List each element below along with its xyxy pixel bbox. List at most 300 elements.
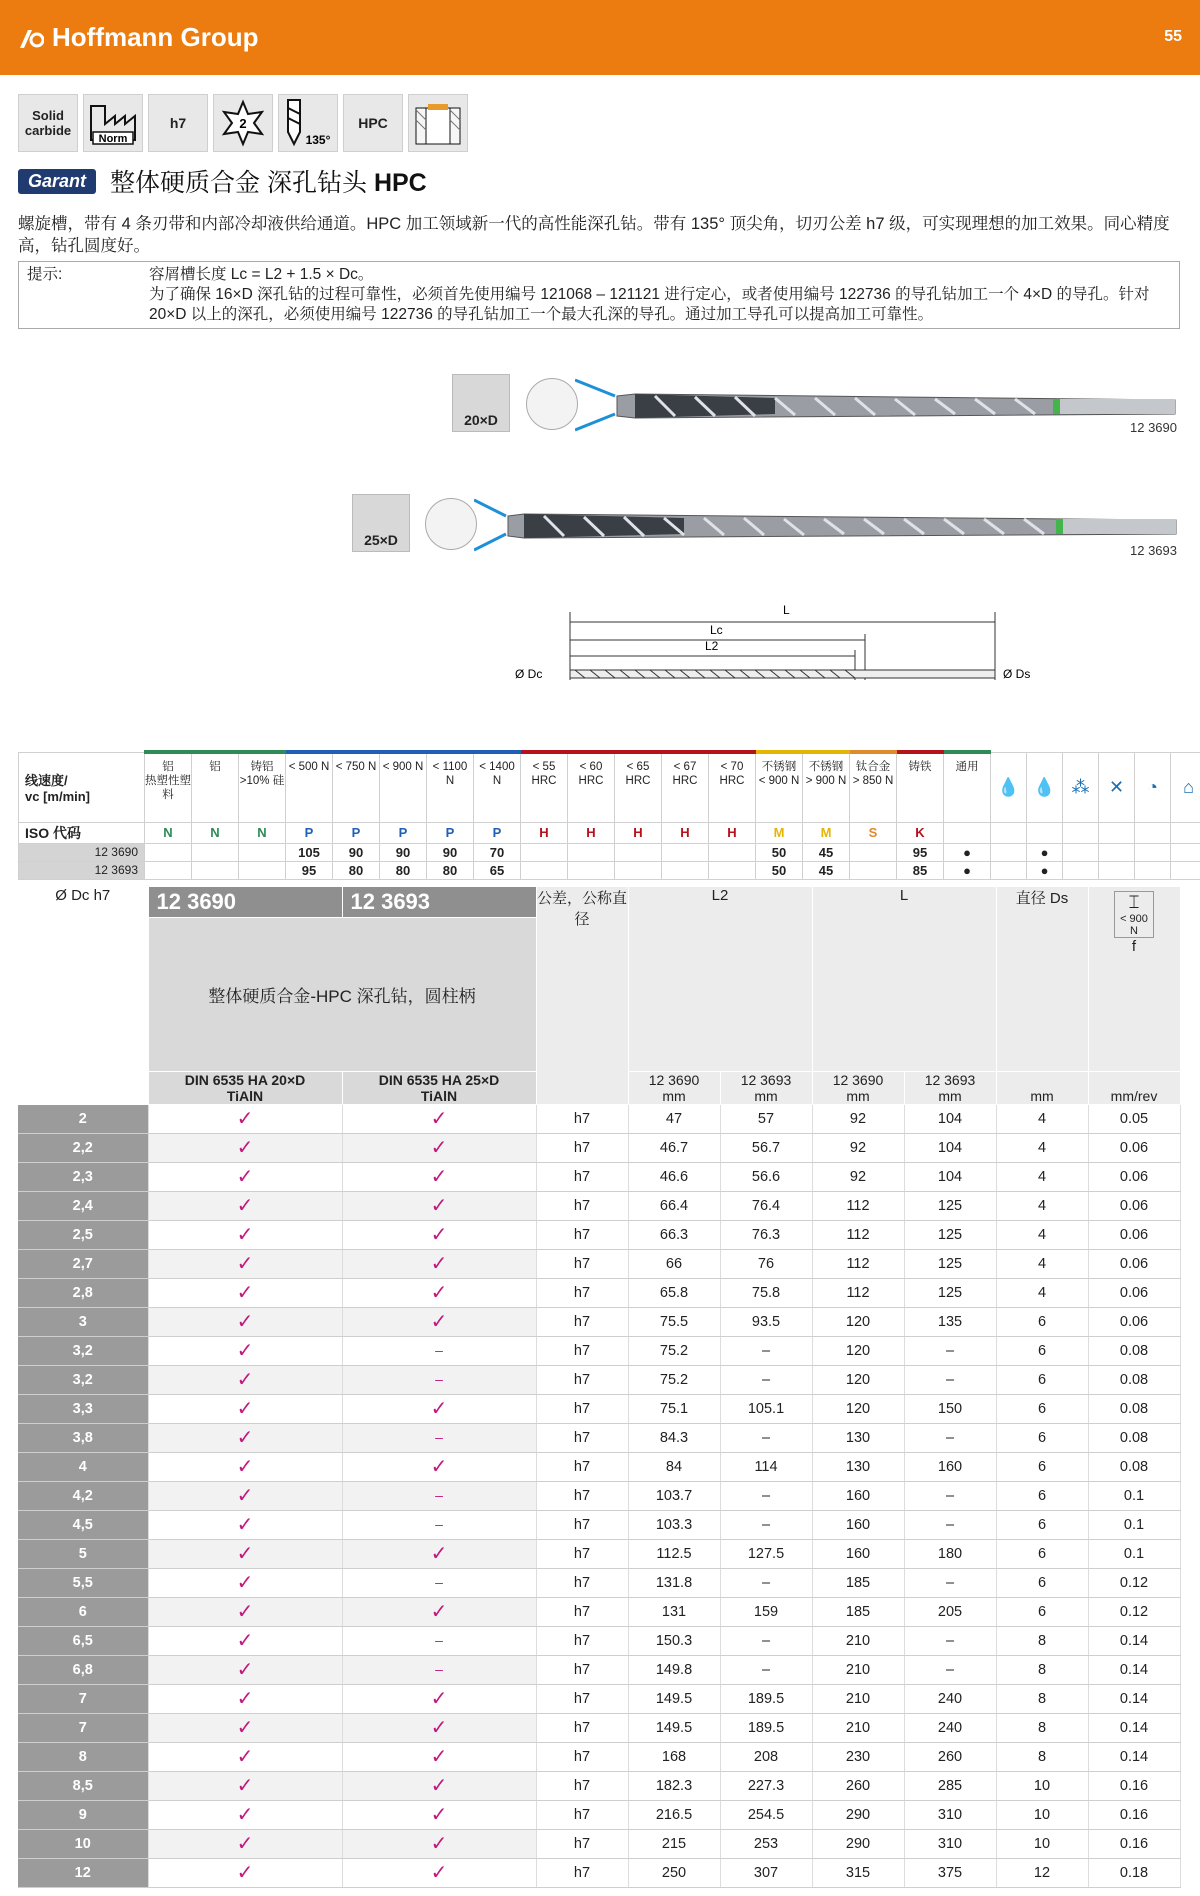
l2-123690: 103.7 <box>628 1481 720 1510</box>
l-123690: 210 <box>812 1655 904 1684</box>
speed-value: 80 <box>333 861 380 879</box>
l2-123690: 131.8 <box>628 1568 720 1597</box>
diameter-cell: 5 <box>18 1539 148 1568</box>
l-123693: – <box>904 1655 996 1684</box>
available-check-icon[interactable]: ✓ <box>148 1539 342 1568</box>
l-123693: 104 <box>904 1162 996 1191</box>
diameter-cell: 9 <box>18 1800 148 1829</box>
l-123690: 315 <box>812 1858 904 1887</box>
l2-123690: 65.8 <box>628 1278 720 1307</box>
diameter-cell: 3,2 <box>18 1336 148 1365</box>
speed-value: 50 <box>756 861 803 879</box>
available-check-icon[interactable]: ✓ <box>342 1800 536 1829</box>
speed-row-123693 <box>19 861 1200 879</box>
l-123693: – <box>904 1568 996 1597</box>
tolerance-cell: h7 <box>536 1713 628 1742</box>
speed-value: 70 <box>474 843 521 861</box>
available-check-icon[interactable]: ✓ <box>148 1771 342 1800</box>
l-123690: 210 <box>812 1684 904 1713</box>
available-check-icon[interactable]: ✓ <box>342 1452 536 1481</box>
material-col-8: < 55 HRC <box>521 752 568 822</box>
coolant-value <box>1135 843 1171 861</box>
tolerance-cell: h7 <box>536 1568 628 1597</box>
table-row[interactable] <box>18 1597 1180 1626</box>
dim-L2: L2 <box>705 639 719 653</box>
ds-cell: 4 <box>996 1191 1088 1220</box>
table-row[interactable] <box>18 1394 1180 1423</box>
diameter-cell: 3,2 <box>18 1365 148 1394</box>
feed-cell: 0.08 <box>1088 1365 1180 1394</box>
diameter-cell: 3 <box>18 1307 148 1336</box>
ds-cell: 10 <box>996 1771 1088 1800</box>
table-row[interactable] <box>18 1742 1180 1771</box>
deep-hole-icon <box>408 94 468 152</box>
table-row[interactable] <box>18 1423 1180 1452</box>
feed-cell: 0.14 <box>1088 1684 1180 1713</box>
tolerance-cell: h7 <box>536 1278 628 1307</box>
l2-123693: – <box>720 1481 812 1510</box>
available-check-icon[interactable]: ✓ <box>148 1365 342 1394</box>
l-123693: – <box>904 1626 996 1655</box>
available-check-icon[interactable]: ✓ <box>342 1104 536 1133</box>
tolerance-cell: h7 <box>536 1655 628 1684</box>
available-check-icon[interactable]: ✓ <box>342 1858 536 1887</box>
speed-value <box>615 861 662 879</box>
iso-blank <box>1099 822 1135 843</box>
product-code-123693[interactable]: 12 3693 <box>342 887 536 917</box>
ds-cell: 10 <box>996 1829 1088 1858</box>
l-123690: 290 <box>812 1800 904 1829</box>
l2-123690: 66.3 <box>628 1220 720 1249</box>
material-col-6: < 1100 N <box>427 752 474 822</box>
diameter-cell: 2 <box>18 1104 148 1133</box>
ds-cell: 6 <box>996 1510 1088 1539</box>
l2-123693: – <box>720 1336 812 1365</box>
available-check-icon[interactable]: ✓ <box>148 1278 342 1307</box>
available-check-icon[interactable]: ✓ <box>342 1394 536 1423</box>
diameter-cell: 8 <box>18 1742 148 1771</box>
l-123693: 285 <box>904 1771 996 1800</box>
table-row[interactable] <box>18 1162 1180 1191</box>
available-check-icon[interactable]: ✓ <box>342 1249 536 1278</box>
l-123693: 240 <box>904 1713 996 1742</box>
available-check-icon[interactable]: ✓ <box>342 1771 536 1800</box>
iso-code-2: N <box>239 822 286 843</box>
ds-cell: 4 <box>996 1133 1088 1162</box>
subcode-0: 12 3690 mm <box>628 1071 720 1104</box>
dim-Lc: Lc <box>710 623 723 637</box>
l-123690: 120 <box>812 1336 904 1365</box>
table-row[interactable] <box>18 1307 1180 1336</box>
l-123693: – <box>904 1510 996 1539</box>
diameter-cell: 6,5 <box>18 1626 148 1655</box>
iso-code-12: H <box>709 822 756 843</box>
dim-L: L <box>783 603 790 617</box>
ds-cell: 8 <box>996 1655 1088 1684</box>
ds-cell: 6 <box>996 1568 1088 1597</box>
diameter-cell: 10 <box>18 1829 148 1858</box>
material-col-13: 不锈钢 < 900 N <box>756 752 803 822</box>
description: 螺旋槽，带有 4 条刃带和内部冷却液供给通道。HPC 加工领域新一代的高性能深孔钻。带有 135° 顶尖角，切刃公差 h7 级，可实现理想的加工效果。同心精度高，钻孔圆度好。 <box>18 215 1170 255</box>
table-row[interactable] <box>18 1713 1180 1742</box>
diameter-cell: 4,2 <box>18 1481 148 1510</box>
material-col-14: 不锈钢 > 900 N <box>803 752 850 822</box>
available-check-icon[interactable]: ✓ <box>148 1858 342 1887</box>
iso-code-15: S <box>850 822 897 843</box>
tolerance-cell: h7 <box>536 1249 628 1278</box>
speed-value: 80 <box>427 861 474 879</box>
no-coolant-icon: ✕ <box>1099 752 1135 822</box>
table-row[interactable] <box>18 1481 1180 1510</box>
l2-123693: 56.6 <box>720 1162 812 1191</box>
diameter-cell: 2,5 <box>18 1220 148 1249</box>
speed-label-unit: vc [m/min] <box>25 789 91 804</box>
available-check-icon[interactable]: ✓ <box>148 1742 342 1771</box>
available-check-icon[interactable]: ✓ <box>148 1713 342 1742</box>
available-check-icon[interactable]: ✓ <box>342 1278 536 1307</box>
l-123690: 160 <box>812 1539 904 1568</box>
speed-value: 45 <box>803 861 850 879</box>
speed-value <box>850 843 897 861</box>
dim-Dc: Ø Dc <box>515 667 543 681</box>
table-row[interactable] <box>18 1800 1180 1829</box>
norm-icon <box>83 94 143 152</box>
tolerance-cell: h7 <box>536 1104 628 1133</box>
available-check-icon[interactable]: ✓ <box>342 1133 536 1162</box>
l-123693: 260 <box>904 1742 996 1771</box>
l-123693: – <box>904 1481 996 1510</box>
iso-blank <box>1027 822 1063 843</box>
cutting-speed-table <box>18 750 1200 880</box>
available-check-icon[interactable]: ✓ <box>342 1597 536 1626</box>
dc-header-label: Ø Dc h7 <box>55 887 111 904</box>
available-check-icon[interactable]: ✓ <box>148 1394 342 1423</box>
feed-cell: 0.1 <box>1088 1510 1180 1539</box>
available-check-icon[interactable]: ✓ <box>342 1539 536 1568</box>
table-row[interactable] <box>18 1858 1180 1887</box>
table-row[interactable] <box>18 1220 1180 1249</box>
l2-123693: 189.5 <box>720 1684 812 1713</box>
table-row[interactable] <box>18 1684 1180 1713</box>
ds-cell: 4 <box>996 1162 1088 1191</box>
feed-cell: 0.16 <box>1088 1800 1180 1829</box>
available-check-icon[interactable]: ✓ <box>148 1568 342 1597</box>
coolant-value: ● <box>1027 861 1063 879</box>
dimension-diagram <box>515 600 1035 700</box>
point-angle-label: 135° <box>305 133 331 147</box>
l-123690: 185 <box>812 1568 904 1597</box>
ds-cell: 6 <box>996 1539 1088 1568</box>
l-123690: 210 <box>812 1626 904 1655</box>
l2-123693: 253 <box>720 1829 812 1858</box>
ds-cell: 8 <box>996 1684 1088 1713</box>
hint-label: 提示: <box>27 266 63 283</box>
feed-cell: 0.08 <box>1088 1336 1180 1365</box>
speed-value <box>145 843 192 861</box>
available-check-icon[interactable]: ✓ <box>148 1655 342 1684</box>
l-123690: 290 <box>812 1829 904 1858</box>
product-type-123693 <box>342 1071 536 1104</box>
diameter-cell: 8,5 <box>18 1771 148 1800</box>
available-check-icon[interactable]: ✓ <box>148 1510 342 1539</box>
tolerance-cell: h7 <box>536 1597 628 1626</box>
available-check-icon[interactable]: ✓ <box>148 1626 342 1655</box>
material-col-16: 铸铁 <box>897 752 944 822</box>
diameter-cell: 7 <box>18 1713 148 1742</box>
ds-cell: 6 <box>996 1597 1088 1626</box>
unavailable-dash: – <box>342 1568 536 1597</box>
header-bar <box>0 0 1200 75</box>
hint-box <box>18 261 1180 329</box>
brand-name: Hoffmann Group <box>52 22 259 52</box>
material-col-12: < 70 HRC <box>709 752 756 822</box>
l2-123690: 149.5 <box>628 1713 720 1742</box>
feed-cell: 0.12 <box>1088 1568 1180 1597</box>
l-123690: 92 <box>812 1162 904 1191</box>
ds-unit: mm <box>996 1071 1088 1104</box>
speed-label <box>19 752 145 822</box>
l2-123693: 76 <box>720 1249 812 1278</box>
l-123693: – <box>904 1423 996 1452</box>
speed-row-123690 <box>19 843 1200 861</box>
speed-value: 65 <box>474 861 521 879</box>
steel-beam-icon: ⌶ <box>1128 892 1140 912</box>
feed-cell: 0.06 <box>1088 1307 1180 1336</box>
coolant-value <box>1171 861 1200 879</box>
tolerance-cell: h7 <box>536 1162 628 1191</box>
dim-Ds: Ø Ds <box>1003 667 1031 681</box>
hint-body <box>149 265 1171 325</box>
tolerance-cell: h7 <box>536 1684 628 1713</box>
speed-value: 90 <box>380 843 427 861</box>
tolerance-cell: h7 <box>536 1220 628 1249</box>
ds-cell: 6 <box>996 1452 1088 1481</box>
available-check-icon[interactable]: ✓ <box>148 1249 342 1278</box>
speed-value <box>145 861 192 879</box>
available-check-icon[interactable]: ✓ <box>148 1481 342 1510</box>
speed-value: 45 <box>803 843 850 861</box>
tolerance-cell: h7 <box>536 1539 628 1568</box>
material-col-2: 铸铝 >10% 硅 <box>239 752 286 822</box>
table-row[interactable] <box>18 1568 1180 1597</box>
l2-123693: – <box>720 1655 812 1684</box>
l-123690: 120 <box>812 1307 904 1336</box>
available-check-icon[interactable]: ✓ <box>342 1684 536 1713</box>
material-col-10: < 65 HRC <box>615 752 662 822</box>
material-col-5: < 900 N <box>380 752 427 822</box>
available-check-icon[interactable]: ✓ <box>148 1829 342 1858</box>
iso-blank <box>1063 822 1099 843</box>
tolerance-cell: h7 <box>536 1858 628 1887</box>
l-123690: 120 <box>812 1365 904 1394</box>
ds-cell: 4 <box>996 1220 1088 1249</box>
available-check-icon[interactable]: ✓ <box>148 1423 342 1452</box>
subcode-2: 12 3690 mm <box>812 1071 904 1104</box>
table-row[interactable] <box>18 1829 1180 1858</box>
iso-code-10: H <box>615 822 662 843</box>
iso-code-16: K <box>897 822 944 843</box>
diameter-cell: 7 <box>18 1684 148 1713</box>
ds-cell: 12 <box>996 1858 1088 1887</box>
feed-cell: 0.1 <box>1088 1481 1180 1510</box>
l2-123693: 127.5 <box>720 1539 812 1568</box>
available-check-icon[interactable]: ✓ <box>342 1220 536 1249</box>
available-check-icon[interactable]: ✓ <box>342 1742 536 1771</box>
feed-cell: 0.06 <box>1088 1220 1180 1249</box>
speed-value: 85 <box>897 861 944 879</box>
l-123690: 120 <box>812 1394 904 1423</box>
l-123690: 92 <box>812 1104 904 1133</box>
iso-code-1: N <box>192 822 239 843</box>
diameter-cell: 2,3 <box>18 1162 148 1191</box>
l-123690: 260 <box>812 1771 904 1800</box>
feed-cell: 0.14 <box>1088 1742 1180 1771</box>
available-check-icon[interactable]: ✓ <box>148 1220 342 1249</box>
l2-123690: 84.3 <box>628 1423 720 1452</box>
material-col-11: < 67 HRC <box>662 752 709 822</box>
l-123693: 180 <box>904 1539 996 1568</box>
speed-value <box>521 843 568 861</box>
ds-cell: 10 <box>996 1800 1088 1829</box>
available-check-icon[interactable]: ✓ <box>342 1191 536 1220</box>
l2-123690: 215 <box>628 1829 720 1858</box>
brand-logo[interactable] <box>18 22 259 53</box>
ds-header: 直径 Ds <box>996 887 1088 1071</box>
speed-value: 90 <box>333 843 380 861</box>
available-check-icon[interactable]: ✓ <box>148 1104 342 1133</box>
material-col-9: < 60 HRC <box>568 752 615 822</box>
speed-value: 95 <box>286 861 333 879</box>
speed-value: 80 <box>380 861 427 879</box>
available-check-icon[interactable]: ✓ <box>148 1597 342 1626</box>
iso-code-11: H <box>662 822 709 843</box>
l-123693: 135 <box>904 1307 996 1336</box>
unavailable-dash: – <box>342 1481 536 1510</box>
l-123690: 185 <box>812 1597 904 1626</box>
tolerance-icon: h7 <box>148 94 208 152</box>
l2-123690: 103.3 <box>628 1510 720 1539</box>
ratio-20xd-label: 20×D <box>464 412 498 428</box>
ratio-25xd-label: 25×D <box>364 532 398 548</box>
table-row[interactable] <box>18 1365 1180 1394</box>
diameter-cell: 2,2 <box>18 1133 148 1162</box>
table-row[interactable] <box>18 1249 1180 1278</box>
diameter-cell: 6 <box>18 1597 148 1626</box>
table-row[interactable] <box>18 1336 1180 1365</box>
available-check-icon[interactable]: ✓ <box>148 1307 342 1336</box>
material-col-4: < 750 N <box>333 752 380 822</box>
ratio-25xd-badge <box>352 494 410 552</box>
table-row[interactable] <box>18 1278 1180 1307</box>
available-check-icon[interactable]: ✓ <box>148 1162 342 1191</box>
speed-value: 95 <box>897 843 944 861</box>
l2-123690: 216.5 <box>628 1800 720 1829</box>
available-check-icon[interactable]: ✓ <box>148 1800 342 1829</box>
speed-value <box>615 843 662 861</box>
iso-code-14: M <box>803 822 850 843</box>
available-check-icon[interactable]: ✓ <box>148 1684 342 1713</box>
tolerance-cell: h7 <box>536 1800 628 1829</box>
l-123693: – <box>904 1365 996 1394</box>
material-col-0: 铝 热塑性塑料 <box>145 752 192 822</box>
table-row[interactable] <box>18 1655 1180 1684</box>
coolant-value <box>1135 861 1171 879</box>
l2-123690: 131 <box>628 1597 720 1626</box>
tolerance-cell: h7 <box>536 1336 628 1365</box>
table-row[interactable] <box>18 1510 1180 1539</box>
ds-cell: 6 <box>996 1481 1088 1510</box>
l-123693: 150 <box>904 1394 996 1423</box>
type-label: DIN 6535 HA 20×D <box>184 1071 306 1088</box>
table-row[interactable] <box>18 1133 1180 1162</box>
product-header-row <box>18 887 1180 917</box>
speed-value <box>192 861 239 879</box>
iso-code-7: P <box>474 822 521 843</box>
feed-cell: 0.16 <box>1088 1829 1180 1858</box>
table-row[interactable] <box>18 1626 1180 1655</box>
tolerance-cell: h7 <box>536 1626 628 1655</box>
table-row[interactable] <box>18 1191 1180 1220</box>
cross-section-icon <box>526 378 578 430</box>
l2-123693: 254.5 <box>720 1800 812 1829</box>
l2-123693: – <box>720 1626 812 1655</box>
tolerance-cell: h7 <box>536 1771 628 1800</box>
diameter-cell: 3,3 <box>18 1394 148 1423</box>
l-123693: 125 <box>904 1191 996 1220</box>
coolant-value <box>1099 843 1135 861</box>
drop-water-icon: 💧 <box>1027 752 1063 822</box>
l2-123690: 112.5 <box>628 1539 720 1568</box>
available-check-icon[interactable]: ✓ <box>148 1336 342 1365</box>
ds-cell: 6 <box>996 1365 1088 1394</box>
product-code-123690[interactable]: 12 3690 <box>148 887 342 917</box>
available-check-icon[interactable]: ✓ <box>148 1452 342 1481</box>
l2-123690: 168 <box>628 1742 720 1771</box>
available-check-icon[interactable]: ✓ <box>342 1829 536 1858</box>
speed-value: 50 <box>756 843 803 861</box>
coolant-value <box>1099 861 1135 879</box>
table-row[interactable] <box>18 1452 1180 1481</box>
product-description: 整体硬质合金-HPC 深孔钻，圆柱柄 <box>148 917 536 1071</box>
table-row[interactable] <box>18 1104 1180 1133</box>
l2-123693: 93.5 <box>720 1307 812 1336</box>
l2-123693: 189.5 <box>720 1713 812 1742</box>
garant-badge: Garant <box>18 169 96 194</box>
speed-row-code: 12 3693 <box>19 861 145 879</box>
coolant-value <box>1063 843 1099 861</box>
available-check-icon[interactable]: ✓ <box>342 1162 536 1191</box>
l-123693: 104 <box>904 1104 996 1133</box>
available-check-icon[interactable]: ✓ <box>342 1713 536 1742</box>
subcode-1: 12 3693 mm <box>720 1071 812 1104</box>
coolant-value: ● <box>1027 843 1063 861</box>
speed-value <box>662 861 709 879</box>
table-row[interactable] <box>18 1771 1180 1800</box>
l-header: L <box>812 887 996 1071</box>
diameter-cell: 4 <box>18 1452 148 1481</box>
tolerance-header: 公差，公称直径 <box>536 887 628 1104</box>
table-row[interactable] <box>18 1539 1180 1568</box>
available-check-icon[interactable]: ✓ <box>342 1307 536 1336</box>
iso-code-5: P <box>380 822 427 843</box>
l2-123690: 46.7 <box>628 1133 720 1162</box>
tolerance-cell: h7 <box>536 1829 628 1858</box>
available-check-icon[interactable]: ✓ <box>148 1133 342 1162</box>
available-check-icon[interactable]: ✓ <box>148 1191 342 1220</box>
l-123690: 112 <box>812 1278 904 1307</box>
l2-123693: – <box>720 1510 812 1539</box>
feed-cell: 0.18 <box>1088 1858 1180 1887</box>
